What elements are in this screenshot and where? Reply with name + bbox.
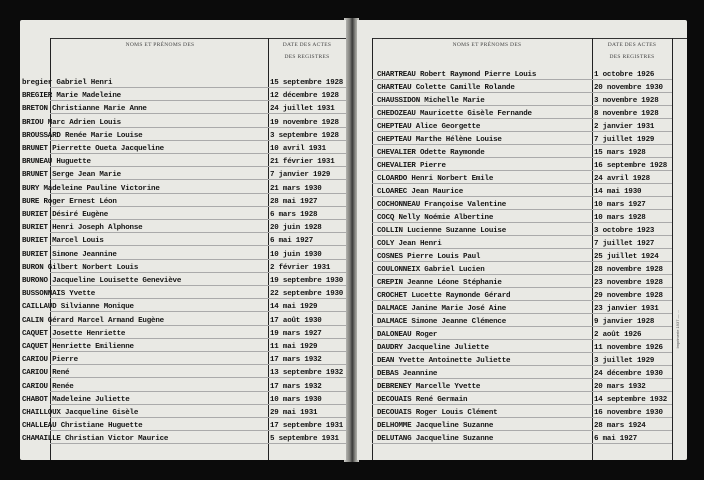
entry-date: 23 novembre 1928	[594, 279, 663, 287]
entry-date: 1 octobre 1926	[594, 71, 655, 79]
list-item	[357, 224, 687, 236]
ruled-line	[372, 131, 672, 132]
list-item	[357, 211, 687, 223]
ruled-line	[50, 166, 346, 167]
entry-date: 10 mars 1927	[594, 201, 646, 209]
entry-date: 11 novembre 1926	[594, 344, 663, 352]
entry-name: CROCHET Lucette Raymonde Gérard	[377, 292, 511, 300]
list-item	[20, 142, 346, 154]
list-item	[357, 276, 687, 288]
entry-name: BRUNEAU Huguette	[22, 158, 91, 167]
entry-name: BRETON Christianne Marie Anne	[22, 105, 147, 114]
entry-date: 24 décembre 1930	[594, 370, 663, 378]
entry-date: 17 août 1930	[270, 316, 322, 325]
entry-date: 3 septembre 1928	[270, 131, 339, 140]
entry-date: 24 avril 1928	[594, 175, 650, 183]
list-item	[20, 76, 346, 88]
entry-name: CHAILLOUX Jacqueline Gisèle	[22, 409, 139, 417]
entry-date: 16 novembre 1930	[594, 409, 663, 417]
header-dates-label: DATE DES ACTES	[607, 42, 657, 48]
ruled-line	[50, 245, 346, 246]
ruled-line	[50, 443, 346, 444]
ruled-line	[372, 92, 672, 93]
list-item	[20, 380, 346, 392]
list-item	[357, 380, 687, 392]
list-item	[20, 182, 346, 194]
ruled-line	[50, 377, 346, 378]
header-dates-sublabel: DES REGISTRES	[284, 54, 330, 60]
entry-name: BURIET Marcel Louis	[22, 237, 104, 246]
entry-name: BROUSSARD Renée Marie Louise	[22, 131, 143, 140]
entry-name: DAUDRY Jacqueline Juliette	[377, 344, 489, 352]
ruled-line	[372, 326, 672, 327]
ruled-line	[372, 157, 672, 158]
ruled-line	[50, 404, 346, 405]
header-dates	[594, 42, 670, 60]
entry-date: 19 septembre 1930	[270, 277, 344, 285]
entry-date: 7 juillet 1929	[594, 136, 655, 144]
entry-date: 9 janvier 1928	[594, 318, 655, 326]
list-item	[357, 263, 687, 275]
entry-name: COULONNEIX Gabriel Lucien	[377, 266, 485, 274]
ruled-line	[50, 140, 346, 141]
list-item	[357, 146, 687, 158]
list-item	[357, 198, 687, 210]
entry-name: BURY Madeleine Pauline Victorine	[22, 184, 160, 193]
ruled-line	[372, 430, 672, 431]
entry-date: 11 mai 1929	[270, 343, 318, 351]
entry-date: 6 mai 1927	[594, 435, 638, 443]
ruled-line	[372, 365, 672, 366]
ruled-line	[372, 170, 672, 171]
entry-name: CHAMAILLE Christian Victor Maurice	[22, 435, 169, 444]
list-item	[357, 393, 687, 405]
list-item	[20, 340, 346, 352]
entry-date: 2 août 1926	[594, 331, 642, 339]
entry-date: 28 mai 1927	[270, 197, 318, 206]
entry-date: 15 mars 1928	[594, 149, 646, 157]
ruled-line	[50, 285, 346, 286]
ruled-line	[372, 118, 672, 119]
list-item	[357, 302, 687, 314]
list-item	[20, 432, 346, 444]
entry-name: CHEPTEAU Marthe Hélène Louise	[377, 136, 502, 144]
list-item	[357, 289, 687, 301]
list-item	[20, 102, 346, 114]
entry-name: CAQUET Henriette Emilienne	[22, 343, 134, 351]
entry-name: BRIOU Marc Adrien Louis	[22, 118, 121, 127]
entry-name: DECOUAIS Roger Louis Clément	[377, 409, 498, 417]
list-item	[20, 221, 346, 233]
list-item	[20, 208, 346, 220]
entry-date: 3 juillet 1929	[594, 357, 655, 365]
entry-date: 24 juillet 1931	[270, 105, 335, 114]
list-item	[357, 406, 687, 418]
list-item	[357, 237, 687, 249]
header-dates-label: DATE DES ACTES	[282, 42, 332, 48]
entry-name: DEBAS Jeannine	[377, 370, 438, 378]
entry-date: 28 novembre 1928	[594, 266, 663, 274]
list-item	[357, 133, 687, 145]
entry-date: 14 mai 1929	[270, 303, 318, 312]
entry-name: BURIET Henri Joseph Alphonse	[22, 224, 143, 233]
ruled-line	[50, 206, 346, 207]
list-item	[357, 81, 687, 93]
ruled-line	[372, 378, 672, 379]
list-item	[20, 353, 346, 365]
list-item	[357, 68, 687, 80]
entry-name: BURON Gilbert Norbert Louis	[22, 263, 139, 272]
header-dates	[270, 42, 344, 60]
entry-date: 20 mars 1932	[594, 383, 646, 391]
list-item	[20, 300, 346, 312]
ruled-line	[50, 272, 346, 273]
ruled-line	[372, 235, 672, 236]
entry-name: COSNES Pierre Louis Paul	[377, 253, 481, 261]
list-item	[357, 172, 687, 184]
entry-date: 7 janvier 1929	[270, 171, 331, 180]
entry-date: 3 octobre 1923	[594, 227, 655, 235]
list-item	[357, 419, 687, 431]
entry-date: 16 septembre 1928	[594, 162, 668, 170]
entry-date: 13 septembre 1932	[270, 369, 344, 378]
entry-date: 8 novembre 1928	[594, 110, 659, 118]
entry-date: 22 septembre 1930	[270, 290, 344, 299]
entry-date: 10 juin 1930	[270, 250, 322, 259]
right-page	[357, 20, 687, 460]
entry-name: bregier Gabriel Henri	[22, 79, 113, 87]
entry-name: BRUNET Pierrette Oueta Jacqueline	[22, 145, 164, 153]
entry-name: CARIOU Pierre	[22, 356, 78, 365]
entry-name: CALIN Gérard Marcel Armand Eugène	[22, 316, 164, 325]
ruled-line	[372, 144, 672, 145]
ruled-line	[50, 219, 346, 220]
entry-date: 14 septembre 1932	[594, 396, 668, 404]
entry-date: 6 mars 1928	[270, 211, 318, 219]
list-item	[20, 406, 346, 418]
list-item	[20, 327, 346, 339]
list-item	[357, 432, 687, 444]
ruled-line	[50, 179, 346, 180]
entry-name: BRUNET Serge Jean Marie	[22, 171, 121, 180]
ruled-line	[50, 325, 346, 326]
entry-name: DELHOMME Jacqueline Suzanne	[377, 422, 494, 430]
list-item	[20, 419, 346, 431]
entry-name: CARIOU Renée	[22, 382, 74, 391]
ruled-line	[372, 287, 672, 288]
entry-date: 17 mars 1932	[270, 382, 322, 391]
list-item	[357, 250, 687, 262]
ruled-line	[50, 417, 346, 418]
left-page	[20, 20, 346, 460]
entry-name: DALMACE Janine Marie José Aine	[377, 305, 507, 313]
list-item	[357, 354, 687, 366]
entry-name: CLOARDO Henri Norbert Emile	[377, 175, 494, 183]
list-item	[20, 366, 346, 378]
entry-date: 5 septembre 1931	[270, 435, 339, 444]
entry-date: 17 mars 1932	[270, 356, 322, 365]
entry-date: 20 novembre 1930	[594, 84, 663, 92]
list-item	[20, 195, 346, 207]
entry-name: BURONO Jacqueline Louisette Geneviève	[22, 277, 182, 285]
printer-note: Imprimerie 1937 — ...	[675, 310, 680, 349]
list-item	[357, 107, 687, 119]
entry-name: CHARTEAU Colette Camille Rolande	[377, 84, 515, 92]
ruled-line	[372, 443, 672, 444]
ruled-line	[50, 87, 346, 88]
entry-date: 25 juillet 1924	[594, 253, 659, 261]
entry-date: 28 mars 1924	[594, 422, 646, 430]
entry-name: BURE Roger Ernest Léon	[22, 197, 117, 206]
ruled-line	[372, 105, 672, 106]
ruled-line	[372, 274, 672, 275]
entry-name: DEBRENEY Marcelle Yvette	[377, 383, 481, 391]
ruled-line	[372, 183, 672, 184]
list-item	[357, 185, 687, 197]
ruled-line	[50, 351, 346, 352]
header-names: NOMS ET PRÉNOMS DES	[125, 42, 195, 48]
entry-date: 6 mai 1927	[270, 237, 314, 246]
ruled-line	[50, 391, 346, 392]
entry-name: CHALLEAU Christiane Huguette	[22, 422, 143, 431]
entry-date: 10 avril 1931	[270, 145, 326, 153]
list-item	[357, 159, 687, 171]
ruled-line	[50, 298, 346, 299]
ruled-line	[372, 391, 672, 392]
entry-date: 19 novembre 1928	[270, 118, 339, 127]
ruled-line	[50, 127, 346, 128]
entry-date: 29 mai 1931	[270, 409, 318, 417]
entry-name: COCQ Nelly Noémie Albertine	[377, 214, 494, 222]
list-item	[20, 248, 346, 260]
list-item	[357, 341, 687, 353]
entry-name: COLLIN Lucienne Suzanne Louise	[377, 227, 507, 235]
frame-top	[50, 38, 346, 39]
list-item	[357, 315, 687, 327]
list-item	[357, 328, 687, 340]
entry-name: CLOAREC Jean Maurice	[377, 188, 464, 196]
list-item	[20, 314, 346, 326]
entry-date: 29 novembre 1928	[594, 292, 663, 300]
entry-name: CAQUET Josette Henriette	[22, 329, 126, 338]
entry-date: 17 septembre 1931	[270, 422, 344, 431]
entry-date: 10 mars 1930	[270, 395, 322, 404]
header-names: NOMS ET PRÉNOMS DES	[452, 42, 522, 48]
ruled-line	[50, 311, 346, 312]
entry-date: 21 février 1931	[270, 158, 335, 167]
entry-date: 2 février 1931	[270, 263, 331, 272]
list-item	[20, 287, 346, 299]
entry-name: CHEVALIER Odette Raymonde	[377, 149, 485, 157]
entry-date: 15 septembre 1928	[270, 79, 344, 87]
ruled-line	[50, 338, 346, 339]
entry-name: CARIOU René	[22, 369, 70, 378]
ruled-line	[50, 153, 346, 154]
list-item	[357, 367, 687, 379]
entry-name: BURIET Désiré Eugène	[22, 211, 109, 219]
list-item	[20, 261, 346, 273]
ruled-line	[372, 209, 672, 210]
ruled-line	[50, 232, 346, 233]
frame-top	[372, 38, 687, 39]
entry-date: 23 janvier 1931	[594, 305, 659, 313]
entry-date: 12 décembre 1928	[270, 92, 339, 101]
ruled-line	[50, 364, 346, 365]
entry-name: BURIET Simone Jeannine	[22, 250, 117, 259]
header-dates-sublabel: DES REGISTRES	[609, 54, 655, 60]
entry-name: CREPIN Jeanne Léone Stéphanie	[377, 279, 502, 287]
entry-name: BUSSONNAIS Yvette	[22, 290, 96, 299]
entry-date: 3 novembre 1928	[594, 97, 659, 105]
list-item	[20, 89, 346, 101]
ruled-line	[372, 313, 672, 314]
ruled-line	[372, 196, 672, 197]
entry-name: DALMACE Simone Jeanne Clémence	[377, 318, 507, 326]
ruled-line	[372, 339, 672, 340]
entry-name: CAILLAUD Silvianne Monique	[22, 303, 134, 312]
list-item	[20, 168, 346, 180]
entry-name: CHARTREAU Robert Raymond Pierre Louis	[377, 71, 537, 79]
ruled-line	[50, 259, 346, 260]
ruled-line	[372, 261, 672, 262]
entry-date: 19 mars 1927	[270, 329, 322, 338]
entry-name: CHEPTEAU Alice Georgette	[377, 123, 481, 131]
entry-name: CHEVALIER Pierre	[377, 162, 446, 170]
ruled-line	[50, 193, 346, 194]
list-item	[20, 129, 346, 141]
list-item	[20, 116, 346, 128]
ruled-line	[372, 79, 672, 80]
entry-name: COLY Jean Henri	[377, 240, 442, 248]
entry-date: 10 mars 1928	[594, 214, 646, 222]
list-item	[357, 120, 687, 132]
entry-name: DALONEAU Roger	[377, 331, 438, 339]
ruled-line	[50, 100, 346, 101]
entry-date: 21 mars 1930	[270, 184, 322, 193]
entry-name: DECOUAIS René Germain	[377, 396, 468, 404]
ruled-line	[372, 404, 672, 405]
list-item	[20, 393, 346, 405]
entry-date: 2 janvier 1931	[594, 123, 655, 131]
entry-date: 7 juillet 1927	[594, 240, 655, 248]
list-item	[20, 234, 346, 246]
entry-date: 20 juin 1928	[270, 224, 322, 233]
entry-name: DEAN Yvette Antoinette Juliette	[377, 357, 511, 365]
ruled-line	[372, 222, 672, 223]
list-item	[357, 94, 687, 106]
entry-name: CHAUSSIDON Michelle Marie	[377, 97, 485, 105]
entry-name: CHABOT Madeleine Juliette	[22, 395, 130, 404]
entry-name: DELUTANG Jacqueline Suzanne	[377, 435, 494, 443]
entry-name: BREGIER Marie Madeleine	[22, 92, 121, 101]
entry-name: COCHONNEAU Françoise Valentine	[377, 201, 507, 209]
ruled-line	[372, 352, 672, 353]
ruled-line	[50, 430, 346, 431]
ruled-line	[372, 248, 672, 249]
ruled-line	[50, 113, 346, 114]
entry-name: CHEDOZEAU Mauricette Gisèle Fernande	[377, 110, 532, 118]
list-item	[20, 155, 346, 167]
ruled-line	[372, 300, 672, 301]
list-item	[20, 274, 346, 286]
ruled-line	[372, 417, 672, 418]
entry-date: 14 mai 1930	[594, 188, 642, 196]
